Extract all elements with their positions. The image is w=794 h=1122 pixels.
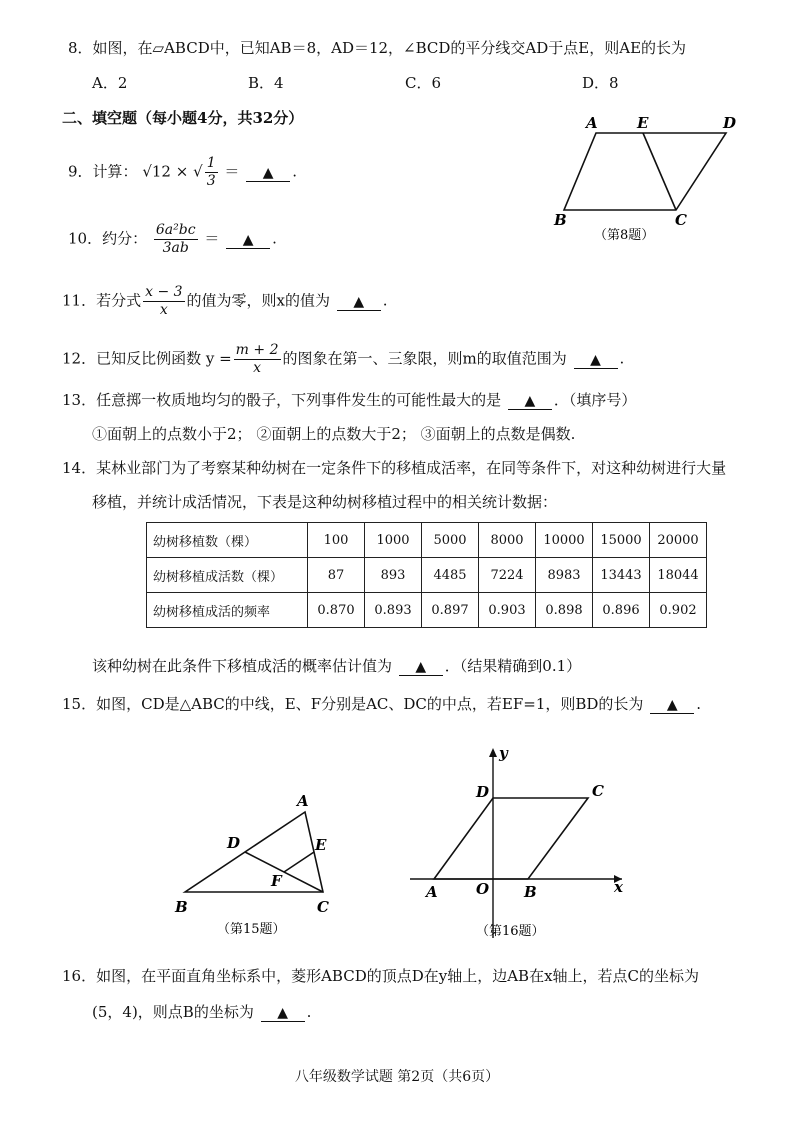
- q10-fraction: $\frac{\text{6a²bc}}{3ab}$: [155, 222, 196, 256]
- label-a: A: [586, 114, 598, 132]
- q14-answer-blank[interactable]: ▲: [399, 658, 443, 676]
- q9-sqrt: √12: [142, 162, 171, 181]
- q9-equals: ＝: [224, 162, 240, 181]
- table-row: 幼树移植成活数（棵） 87 893 4485 7224 8983 13443 18044: [147, 558, 707, 593]
- table-row: 幼树移植成活的频率 0.870 0.893 0.897 0.903 0.898 0.896 0.902: [147, 593, 707, 628]
- label-y: y: [499, 744, 508, 762]
- q16-line2: (5，4)，则点B的坐标为 ▲ .: [92, 1003, 312, 1021]
- q10-answer-blank[interactable]: ▲: [226, 231, 270, 249]
- q10-prefix: 10．约分：: [68, 229, 148, 248]
- label-a: A: [426, 883, 438, 901]
- q16-answer-blank[interactable]: ▲: [261, 1004, 305, 1022]
- label-b: B: [524, 883, 537, 901]
- rhombus-abcd: [434, 798, 588, 879]
- q9-line: 9．计算： √12 × √ $\frac{1}{3}$ ＝ ▲ .: [68, 155, 297, 189]
- label-c: C: [675, 211, 687, 229]
- q12-answer-blank[interactable]: ▲: [574, 351, 618, 369]
- label-x: x: [614, 878, 623, 896]
- q10-line: 10．约分： $\frac{\text{6a²bc}}{3ab}$ ＝ ▲ .: [68, 222, 277, 256]
- segment-ce: [643, 133, 676, 210]
- q14-table: [146, 522, 707, 628]
- label-o: O: [476, 880, 490, 898]
- q13-answer-blank[interactable]: ▲: [508, 392, 552, 410]
- figure-16-caption: （第16题）: [476, 924, 545, 939]
- figure-16: [404, 742, 634, 942]
- q15-text: 15．如图，CD是△ABC的中线，E、F分别是AC、DC的中点，若EF=1，则BD的长为: [62, 695, 644, 713]
- q11-suffix: 的值为零，则x的值为: [186, 291, 330, 310]
- figure-8-caption: （第8题）: [594, 228, 655, 243]
- label-d: D: [723, 114, 737, 132]
- label-d: D: [227, 834, 241, 852]
- y-axis-arrow-icon: [489, 748, 497, 757]
- table-row: 幼树移植数（棵） 100 1000 5000 8000 10000 15000 20000: [147, 523, 707, 558]
- q14-line2: 移植，并统计成活情况，下表是这种幼树移植过程中的相关统计数据：: [92, 493, 558, 511]
- triangle-abc: [185, 812, 323, 892]
- q13-options: ①面朝上的点数小于2； ②面朝上的点数大于2； ③面朝上的点数是偶数.: [92, 425, 576, 443]
- q9-fraction: $\frac{1}{3}$: [206, 155, 216, 189]
- q13-text: 13．任意掷一枚质地均匀的骰子，下列事件发生的可能性最大的是: [62, 391, 502, 409]
- parallelogram-abcd: [564, 133, 726, 210]
- q8-option-a: A．2: [92, 74, 128, 92]
- q11-line: 11．若分式 $\frac{x - 3}{x}$ 的值为零，则x的值为 ▲ .: [62, 284, 388, 318]
- label-c: C: [592, 782, 604, 800]
- q8-option-b: B．4: [248, 74, 284, 92]
- q12-suffix: 的图象在第一、三象限，则m的取值范围为: [282, 349, 567, 368]
- label-a: A: [297, 792, 309, 810]
- label-e: E: [637, 114, 649, 132]
- label-f: F: [271, 872, 282, 890]
- q11-answer-blank[interactable]: ▲: [337, 293, 381, 311]
- q12-fraction: $\frac{m + 2}{x}$: [235, 342, 279, 376]
- figure-8: [548, 108, 748, 248]
- page-footer: 八年级数学试题 第2页（共6页）: [294, 1069, 500, 1085]
- q13-line: [62, 390, 636, 410]
- label-b: B: [175, 898, 188, 916]
- q14-after: 该种幼树在此条件下移植成活的概率估计值为 ▲ ．（结果精确到0.1）: [92, 657, 582, 675]
- q8-text: 8．如图，在▱ABCD中，已知AB＝8，AD＝12，∠BCD的平分线交AD于点E，则AE的长为: [68, 39, 687, 57]
- section-title: 二、填空题（每小题4分，共32分）: [62, 109, 304, 127]
- q9-times: ×: [175, 162, 189, 181]
- figure-15-caption: （第15题）: [217, 922, 286, 937]
- q12-line: 12．已知反比例函数 y = $\frac{m + 2}{x}$ 的图象在第一、三象限，则m的取值范围为 ▲ .: [62, 342, 625, 376]
- q16-line1: 16．如图，在平面直角坐标系中，菱形ABCD的顶点D在y轴上，边AB在x轴上，若点C的坐标为: [62, 967, 700, 985]
- q12-prefix: 12．已知反比例函数 y =: [62, 349, 232, 368]
- label-e: E: [315, 836, 327, 854]
- q15-answer-blank[interactable]: ▲: [650, 696, 694, 714]
- q11-prefix: 11．若分式: [62, 291, 142, 310]
- q14-line1: 14．某林业部门为了考察某种幼树在一定条件下的移植成活率，在同等条件下，对这种幼树进行大量: [62, 459, 727, 477]
- q15-line: 15．如图，CD是△ABC的中线，E、F分别是AC、DC的中点，若EF=1，则BD的长为 ▲ .: [62, 695, 701, 713]
- segment-ef: [284, 852, 314, 872]
- q13-note: ．（填序号）: [553, 391, 637, 409]
- label-c: C: [317, 898, 329, 916]
- label-b: B: [554, 211, 567, 229]
- q8-option-d: D．8: [582, 74, 619, 92]
- q9-prefix: 9．计算：: [68, 162, 138, 181]
- figure-15: [165, 788, 355, 948]
- label-d: D: [476, 783, 490, 801]
- q9-answer-blank[interactable]: ▲: [246, 164, 290, 182]
- q11-fraction: $\frac{x - 3}{x}$: [145, 284, 183, 318]
- q8-option-c: C．6: [405, 74, 442, 92]
